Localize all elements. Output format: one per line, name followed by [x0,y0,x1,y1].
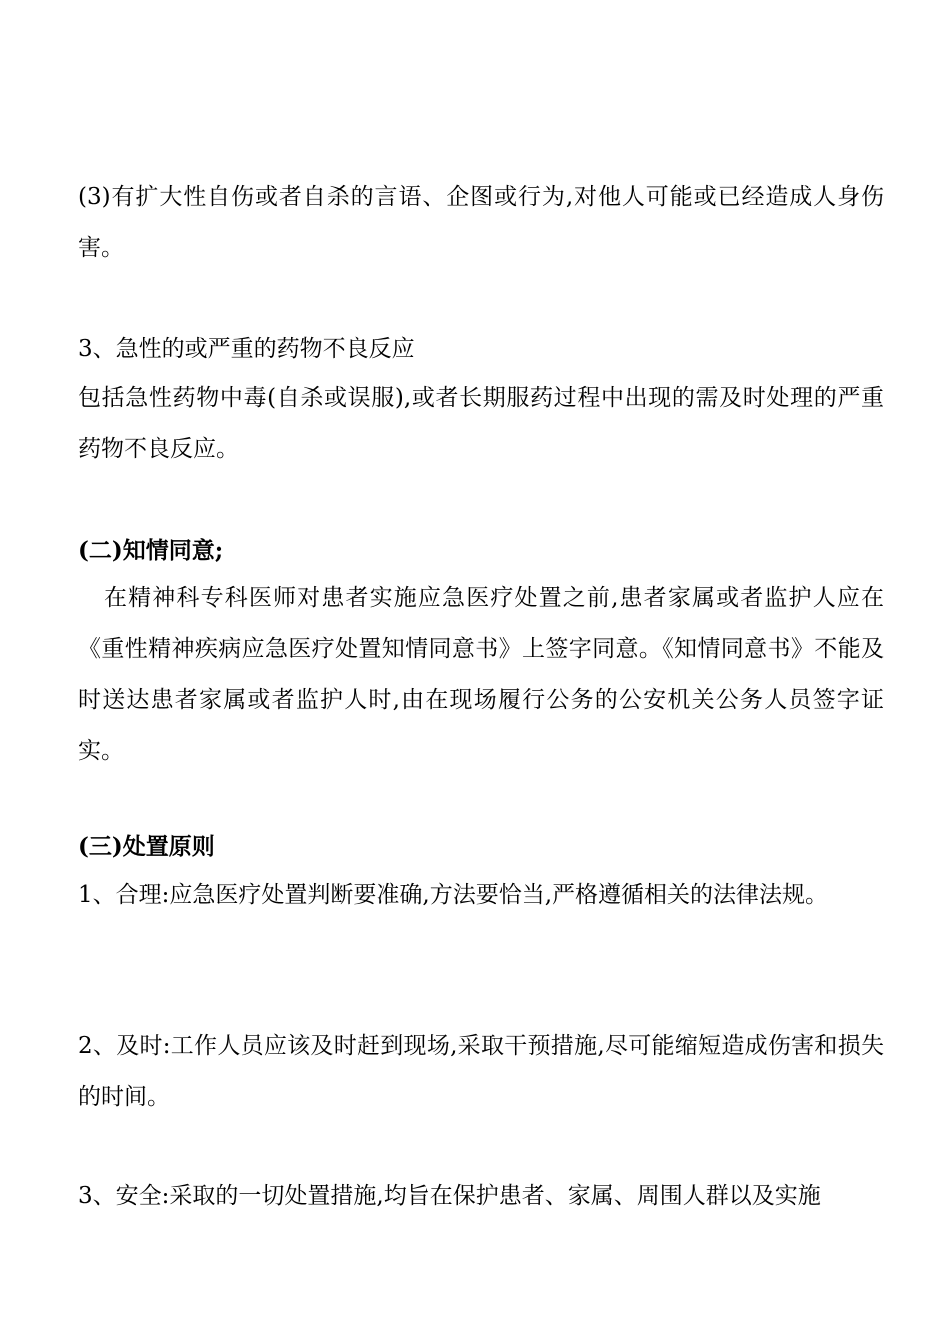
paragraph-informed-consent: 在精神科专科医师对患者实施应急医疗处置之前,患者家属或者监护人应在《重性精神疾病应急医疗处置知情同意书》上签字同意。《知情同意书》不能及时送达患者家属或者监护人时,由在现场履行公务的公安机关公务人员签字证实。 [78,585,884,764]
item-adverse-reaction-title: 3、急性的或严重的药物不良反应 [78,336,415,362]
paragraph-self-harm: (3)有扩大性自伤或者自杀的言语、企图或行为,对他人可能或已经造成人身伤害。 [78,184,884,261]
paragraph-adverse-reaction: 包括急性药物中毒(自杀或误服),或者长期服药过程中出现的需及时处理的严重药物不良反应。 [78,385,884,462]
section-heading-informed-consent: (二)知情同意; [78,537,224,564]
principle-timely: 2、及时:工作人员应该及时赶到现场,采取干预措施,尽可能缩短造成伤害和损失的时间。 [78,1033,884,1110]
principle-reasonable: 1、合理:应急医疗处置判断要准确,方法要恰当,严格遵循相关的法律法规。 [78,882,829,908]
section-heading-principles: (三)处置原则 [78,833,215,860]
principle-safety: 3、安全:采取的一切处置措施,均旨在保护患者、家属、周围人群以及实施 [78,1183,821,1209]
